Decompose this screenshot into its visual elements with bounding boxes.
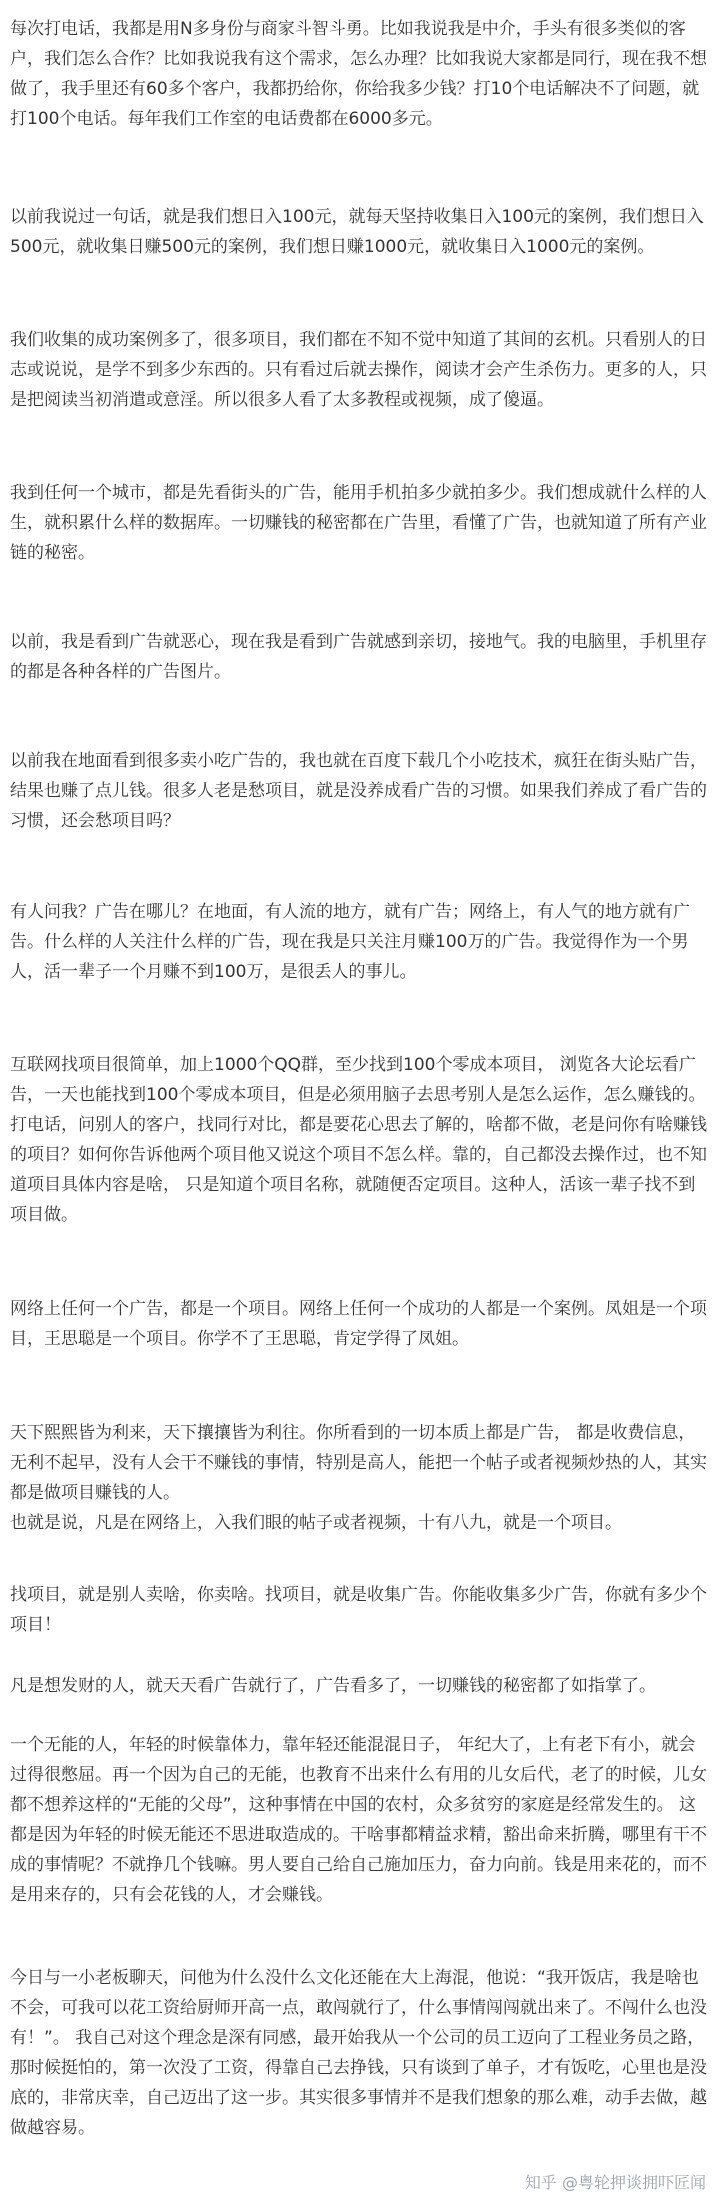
paragraph-4: 我到任何一个城市，都是先看街头的广告，能用手机拍多少就拍多少。我们想成就什么样的人生，就积累什么样的数据库。一切赚钱的秘密都在广告里，看懂了广告，也就知道了所有产业链的秘密。 <box>10 483 707 563</box>
paragraph-12: 找项目，就是别人卖啥，你卖啥。找项目，就是收集广告。你能收集多少广告，你就有多少个项目！ <box>10 1585 707 1635</box>
paragraph-1: 每次打电话，我都是用N多身份与商家斗智斗勇。比如我说我是中介，手头有很多类似的客户，我们怎么合作？比如我说我有这个需求，怎么办理？比如我说大家都是同行，现在我不想做了，我手里还有60多个客户，我都扔给你，你给我多少钱？打10个电话解决不了问题，就打100个电话。每年我们工作室的电话费都在6000多元。 <box>10 19 707 129</box>
paragraph-13: 凡是想发财的人，就天天看广告就行了，广告看多了，一切赚钱的秘密都了如指掌了。 <box>10 1676 656 1696</box>
paragraph-9: 网络上任何一个广告，都是一个项目。网络上任何一个成功的人都是一个案例。凤姐是一个项目，王思聪是一个项目。你学不了王思聪，肯定学得了凤姐。 <box>10 1299 707 1349</box>
paragraph-8: 互联网找项目很简单，加上1000个QQ群，至少找到100个零成本项目， 浏览各大论坛看广告，一天也能找到100个零成本项目，但是必须用脑子去思考别人是怎么运作，怎么赚钱的。 打电话，问别人的客户，找同行对比，都是要花心思去了解的，啥都不做，老是问你有啥赚钱的项目？如何你告诉他两个项目他又说这个项目不怎么样。靠的，自己都没去操作过，也不知道项目具体内容是啥， 只是知道个项目名称，就随便否定项目。这种人，活该一辈子找不到项目做。 <box>10 1055 707 1225</box>
paragraph-7: 有人问我？广告在哪儿？在地面，有人流的地方，就有广告；网络上，有人气的地方就有广告。什么样的人关注什么样的广告，现在我是只关注月赚100万的广告。我觉得作为一个男人，活一辈子一个月赚不到100万，是很丢人的事儿。 <box>10 902 690 982</box>
paragraph-10: 天下熙熙皆为利来，天下攘攘皆为利往。你所看到的一切本质上都是广告， 都是收费信息，无利不起早，没有人会干不赚钱的事情，特别是高人，能把一个帖子或者视频炒热的人，其实都是做项目赚钱的人。 <box>10 1423 707 1503</box>
paragraph-2: 以前我说过一句话，就是我们想日入100元，就每天坚持收集日入100元的案例，我们想日入500元，就收集日赚500元的案例，我们想日赚1000元，就收集日入1000元的案例。 <box>10 207 704 257</box>
watermark: 知乎 @粤轮押谈拥吓匠闻 <box>524 2173 706 2192</box>
paragraph-11: 也就是说，凡是在网络上，入我们眼的帖子或者视频，十有八九，就是一个项目。 <box>10 1513 622 1533</box>
paragraph-15: 今日与一小老板聊天，问他为什么没什么文化还能在大上海混，他说：“我开饭店，我是啥也不会，可我可以花工资给厨师开高一点，敢闯就行了，什么事情闯闯就出来了。不闯什么也没有！”。 我自己对这个理念是深有同感，最开始我从一个公司的员工迈向了工程业务员之路，那时候挺怕的，第一次没了工资，得靠自己去挣钱，只有谈到了单子，才有饭吃，心里也是没底的，非常庆幸，自己迈出了这一步。其实很多事情并不是我们想象的那么难，动手去做，越做越容易。 <box>10 1968 707 2138</box>
paragraph-6: 以前我在地面看到很多卖小吃广告的，我也就在百度下载几个小吃技术，疯狂在街头贴广告，结果也赚了点儿钱。很多人老是愁项目，就是没养成看广告的习惯。如果我们养成了看广告的习惯，还会愁项目吗？ <box>10 751 707 831</box>
paragraph-14: 一个无能的人，年轻的时候靠体力，靠年轻还能混混日子， 年纪大了，上有老下有小，就会过得很憋屈。再一个因为自己的无能，也教育不出来什么有用的儿女后代，老了的时候，儿女都不想养这样的“无能的父母”，这种事情在中国的农村，众多贫穷的家庭是经常发生的。 这都是因为年轻的时候无能还不思进取造成的。干啥事都精益求精，豁出命来折腾，哪里有干不成的事情呢？不就挣几个钱嘛。男人要自己给自己施加压力，奋力向前。钱是用来花的，而不是用来存的，只有会花钱的人，才会赚钱。 <box>10 1735 707 1905</box>
paragraph-3: 我们收集的成功案例多了，很多项目，我们都在不知不觉中知道了其间的玄机。只看别人的日志或说说，是学不到多少东西的。只有看过后就去操作，阅读才会产生杀伤力。更多的人，只是把阅读当初消遣或意淫。所以很多人看了太多教程或视频，成了傻逼。 <box>10 330 707 410</box>
paragraph-5: 以前，我是看到广告就恶心，现在我是看到广告就感到亲切，接地气。我的电脑里，手机里存的都是各种各样的广告图片。 <box>10 632 707 682</box>
